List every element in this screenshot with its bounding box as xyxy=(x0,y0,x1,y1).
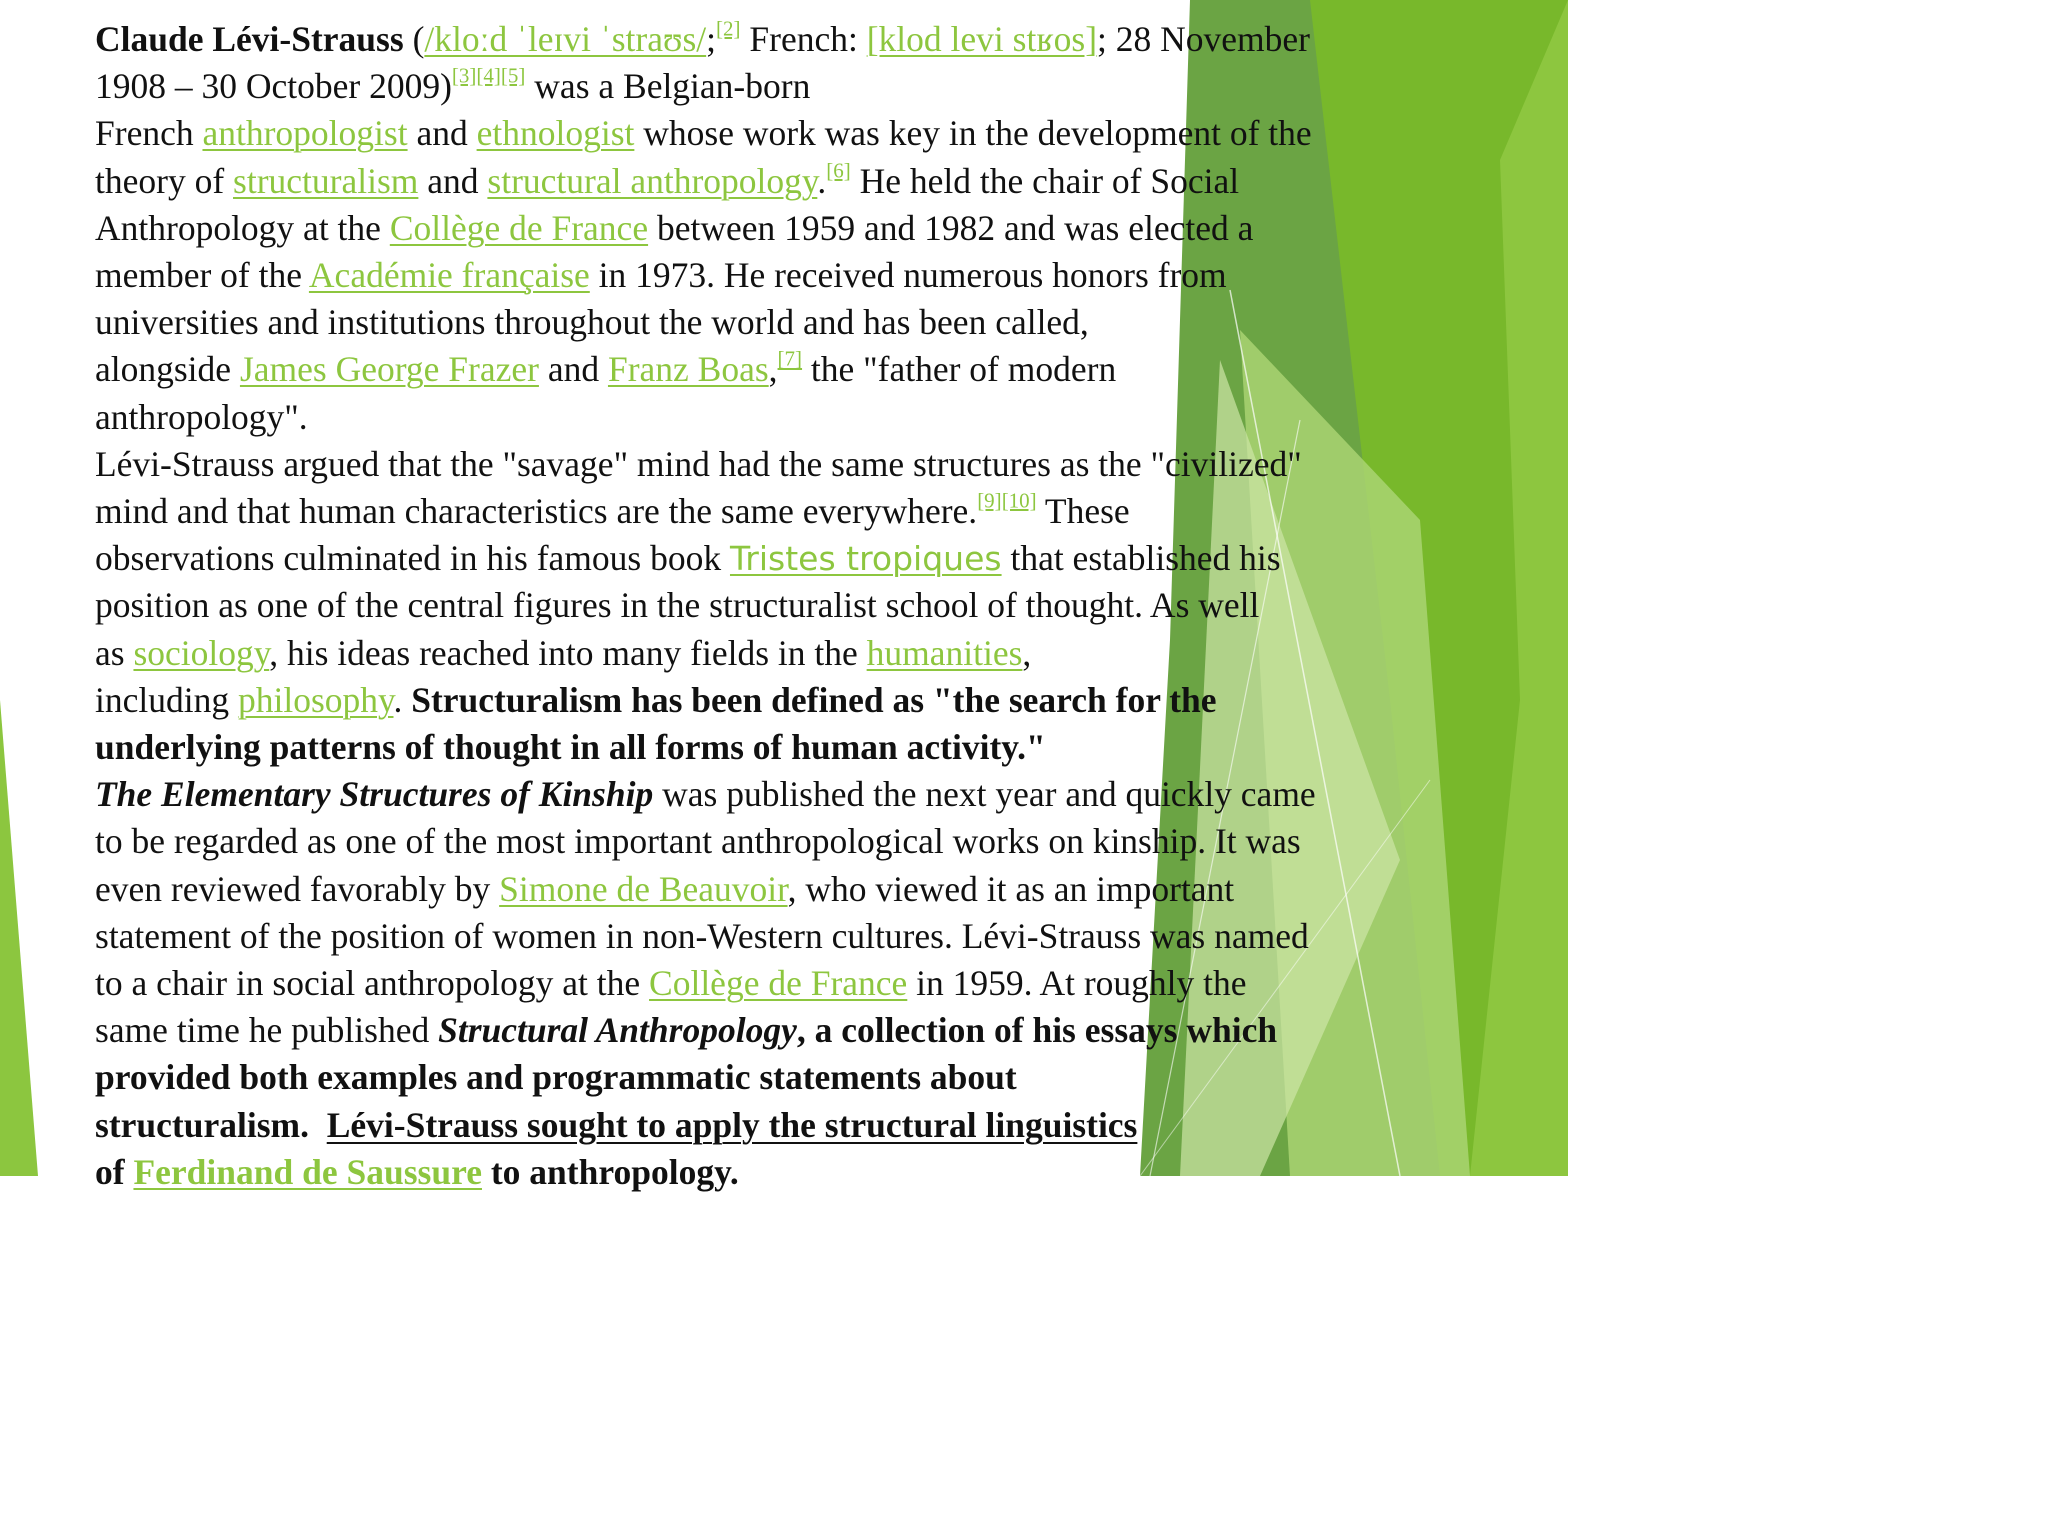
slide-text-body xyxy=(95,16,1475,1196)
text-line: statement of the position of women in non-Western cultures. Lévi-Strauss was named xyxy=(95,915,1309,956)
anthropologist-link[interactable]: anthropologist xyxy=(202,113,408,154)
text-line: to be regarded as one of the most important anthropological works on kinship. It was xyxy=(95,821,1301,862)
humanities-link[interactable]: humanities xyxy=(866,632,1023,673)
citation-5-link[interactable]: [5] xyxy=(500,63,526,88)
boas-link[interactable]: Franz Boas xyxy=(607,349,769,390)
text-line: structuralism. Lévi-Strauss sought to apply the structural linguistics xyxy=(95,1104,1138,1145)
text-line: anthropology". xyxy=(95,396,308,437)
citation-7-link[interactable]: [7] xyxy=(777,346,803,371)
citation-10-link[interactable]: [10] xyxy=(1001,488,1037,513)
college-de-france-link-2[interactable]: Collège de France xyxy=(649,963,908,1004)
ipa-french-link[interactable]: [klod levi stʁos] xyxy=(866,19,1098,59)
citation-4-link[interactable]: [4] xyxy=(476,63,501,88)
text-line: Claude Lévi-Strauss (/kloːd ˈleɪvi ˈstraʊs/;[2] French: [klod levi stʁos]; 28 November xyxy=(95,16,1310,59)
philosophy-link[interactable]: philosophy xyxy=(237,679,394,720)
frazer-link[interactable]: James George Frazer xyxy=(239,349,539,390)
text-line: including philosophy. Structuralism has been defined as "the search for the xyxy=(95,679,1217,720)
structural-anthropology-link[interactable]: structural anthropology xyxy=(487,160,818,201)
kinship-book-title: The Elementary Structures of Kinship xyxy=(95,774,654,815)
college-de-france-link[interactable]: Collège de France xyxy=(389,207,649,248)
subject-name: Claude Lévi-Strauss xyxy=(95,19,404,59)
beauvoir-link[interactable]: Simone de Beauvoir xyxy=(499,868,788,909)
saussure-link[interactable]: Ferdinand de Saussure xyxy=(133,1151,482,1192)
text-line: even reviewed favorably by Simone de Beauvoir, who viewed it as an important xyxy=(95,868,1235,909)
text-line: provided both examples and programmatic statements about xyxy=(95,1057,1017,1098)
ethnologist-link[interactable]: ethnologist xyxy=(476,113,635,154)
text-line: same time he published Structural Anthropology, a collection of his essays which xyxy=(95,1010,1278,1051)
text-line: 1908 – 30 October 2009)[3][4][5] was a Belgian-born xyxy=(95,63,811,107)
structuralism-definition-cont: underlying patterns of thought in all forms of human activity." xyxy=(95,727,1046,768)
citation-2-link[interactable]: [2] xyxy=(716,16,741,41)
text-line: universities and institutions throughout the world and has been called, xyxy=(95,302,1089,343)
text-line: Lévi-Strauss argued that the "savage" mind had the same structures as the "civilized" xyxy=(95,443,1302,484)
sociology-link[interactable]: sociology xyxy=(133,632,270,673)
text-line xyxy=(95,724,1475,771)
text-line: Anthropology at the Collège de France between 1959 and 1982 and was elected a xyxy=(95,207,1254,248)
text-line: The Elementary Structures of Kinship was published the next year and quickly came xyxy=(95,774,1316,815)
structuralism-definition: Structuralism has been defined as "the search for the xyxy=(411,679,1217,720)
text-line: of Ferdinand de Saussure to anthropology. xyxy=(95,1151,739,1192)
academie-francaise-link[interactable]: Académie française xyxy=(308,255,590,296)
text-line: position as one of the central figures in the structuralist school of thought. As well xyxy=(95,585,1260,626)
linguistics-statement: Lévi-Strauss sought to apply the structural linguistics xyxy=(326,1104,1138,1145)
text-line: member of the Académie française in 1973. He received numerous honors from xyxy=(95,255,1227,296)
structuralism-link[interactable]: structuralism xyxy=(233,160,419,201)
text-line: alongside James George Frazer and Franz Boas,[7] the "father of modern xyxy=(95,346,1117,390)
text-line: observations culminated in his famous book Tristes tropiques that established his xyxy=(95,538,1281,579)
structural-anthropology-title: Structural Anthropology xyxy=(438,1010,797,1051)
text-line: as sociology, his ideas reached into many fields in the humanities, xyxy=(95,632,1032,673)
text-line: theory of structuralism and structural anthropology.[6] He held the chair of Social xyxy=(95,157,1240,201)
citation-6-link[interactable]: [6] xyxy=(826,157,851,182)
left-green-shard xyxy=(0,700,38,1176)
citation-9-link[interactable]: [9] xyxy=(977,488,1002,513)
text-line: French anthropologist and ethnologist whose work was key in the development of the xyxy=(95,113,1312,154)
citation-3-link[interactable]: [3] xyxy=(451,63,477,88)
text-line: mind and that human characteristics are the same everywhere.[9][10] These xyxy=(95,488,1130,532)
tristes-tropiques-link[interactable]: Tristes tropiques xyxy=(729,539,1002,579)
text-line: to a chair in social anthropology at the Collège de France in 1959. At roughly the xyxy=(95,963,1247,1004)
ipa-english-link[interactable]: /kloːd ˈleɪvi ˈstraʊs/ xyxy=(424,19,707,59)
